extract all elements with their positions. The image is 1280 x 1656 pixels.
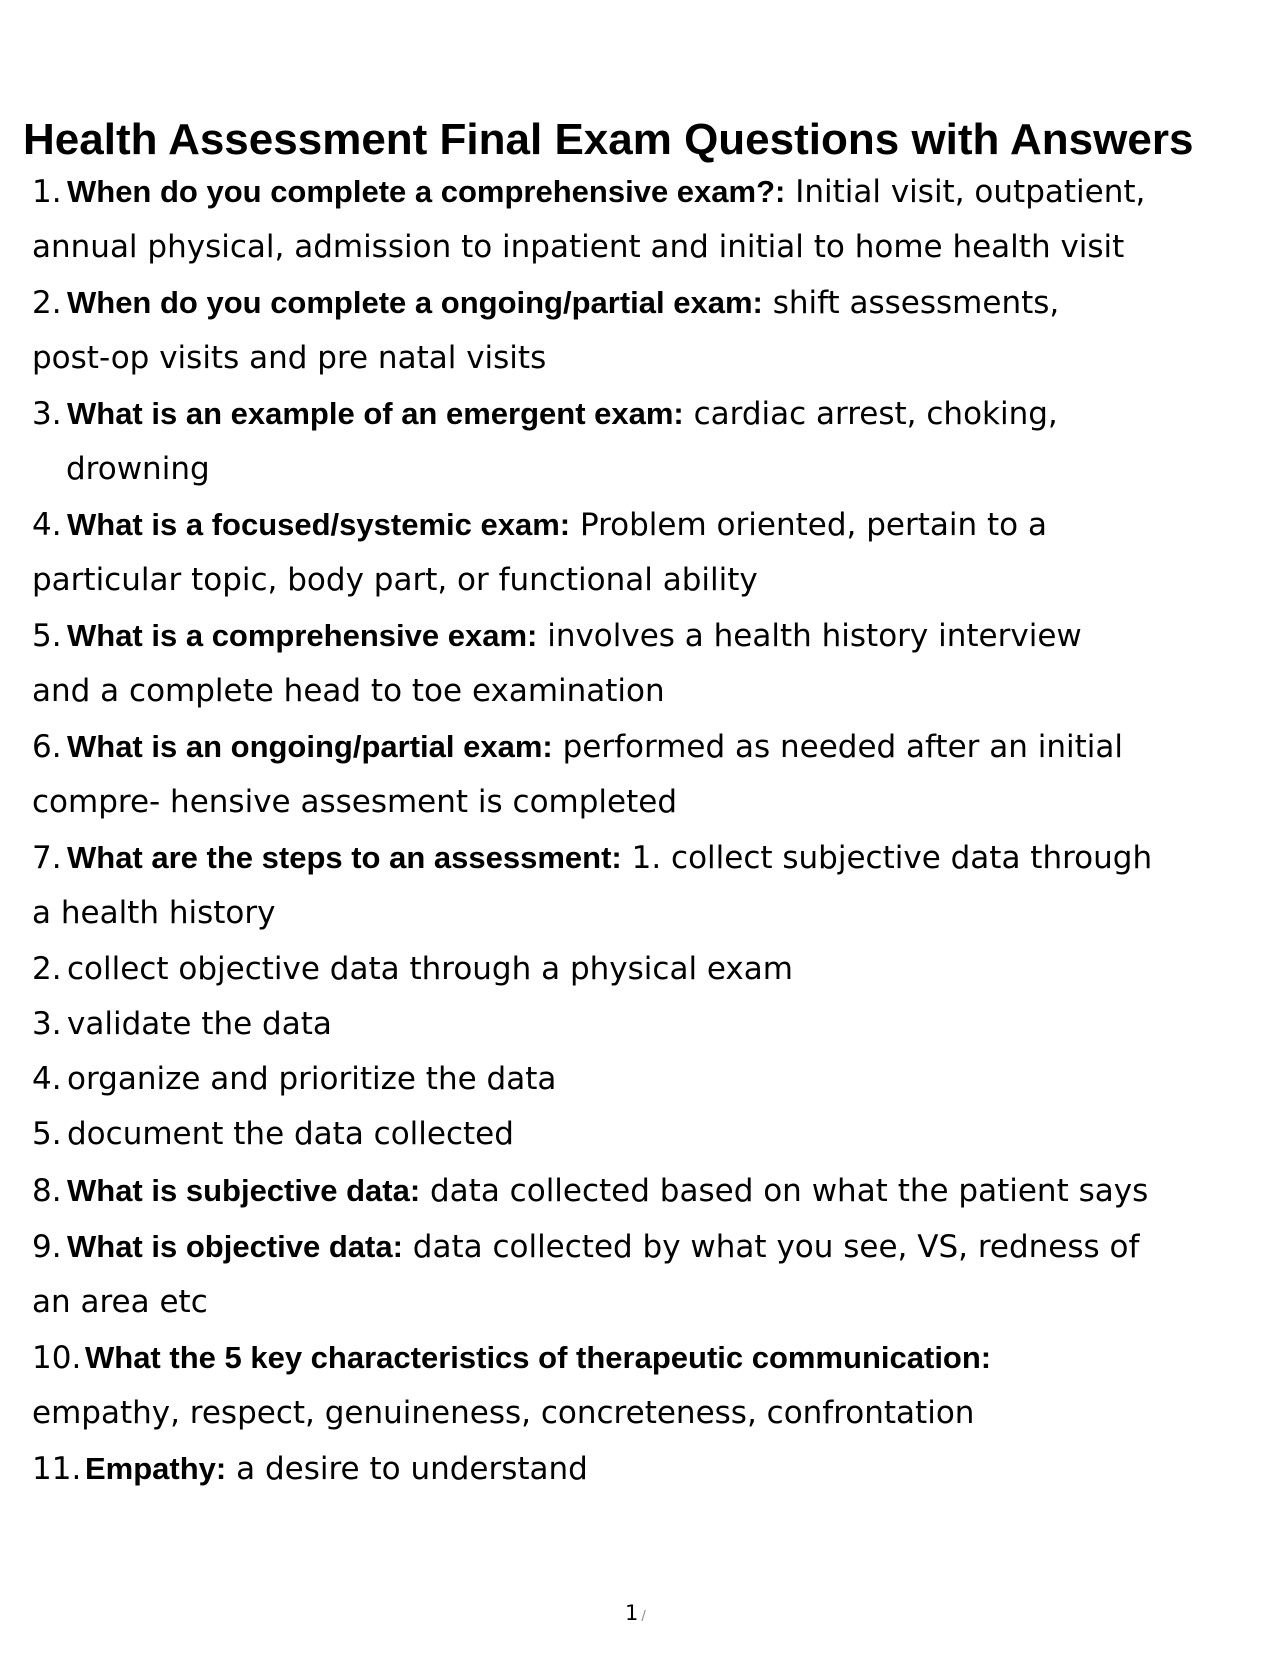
step-item: [32, 999, 332, 1049]
answer-continuation: a health history: [32, 895, 276, 931]
item-number: 1.: [32, 174, 62, 210]
step-text: validate the data: [67, 1006, 332, 1042]
item-number: 3.: [32, 396, 62, 432]
question-text: What is an ongoing/partial exam:: [67, 729, 553, 764]
answer-text: Initial visit, outpatient,: [795, 174, 1146, 210]
step-number: 2.: [32, 951, 62, 987]
list-item: [32, 167, 1145, 217]
step-item: [32, 944, 793, 994]
list-item: [32, 1444, 588, 1494]
answer-text: data collected based on what the patient says: [430, 1173, 1149, 1209]
answer-continuation: drowning: [66, 451, 210, 487]
answer-text: a desire to understand: [236, 1451, 588, 1487]
list-item: [32, 1333, 991, 1383]
step-number: 5.: [32, 1116, 62, 1152]
step-item: [32, 1054, 556, 1104]
step-text: collect objective data through a physical exam: [67, 951, 793, 987]
question-text: What are the steps to an assessment:: [67, 840, 622, 875]
step-text: organize and prioritize the data: [67, 1061, 557, 1097]
answer-continuation: an area etc: [32, 1284, 208, 1320]
answer-text: involves a health history interview: [547, 618, 1082, 654]
question-text: What is a comprehensive exam:: [67, 618, 538, 653]
item-number: 2.: [32, 285, 62, 321]
question-text: What the 5 key characteristics of therapeutic communication:: [85, 1340, 992, 1375]
question-text: When do you complete a ongoing/partial exam:: [67, 285, 763, 320]
question-text: What is a focused/systemic exam:: [67, 507, 571, 542]
answer-continuation: particular topic, body part, or functional ability: [32, 562, 758, 598]
answer-continuation: compre- hensive assesment is completed: [32, 784, 678, 820]
step-number: 3.: [32, 1006, 62, 1042]
step-text: document the data collected: [67, 1116, 514, 1152]
answer-text: 1. collect subjective data through: [631, 840, 1153, 876]
item-number: 6.: [32, 729, 62, 765]
step-number: 4.: [32, 1061, 62, 1097]
list-item: [32, 1166, 1148, 1216]
question-text: When do you complete a comprehensive exam?:: [67, 174, 786, 209]
page-footer: [625, 1598, 646, 1632]
list-item: [32, 278, 1059, 328]
answer-text: Problem oriented, pertain to a: [579, 507, 1047, 543]
question-text: Empathy:: [85, 1451, 227, 1486]
list-item: [32, 389, 1058, 439]
answer-text: performed as needed after an initial: [562, 729, 1123, 765]
question-text: What is objective data:: [67, 1229, 403, 1264]
answer-text: cardiac arrest, choking,: [693, 396, 1058, 432]
answer-continuation: annual physical, admission to inpatient and initial to home health visit: [32, 229, 1125, 265]
item-number: 4.: [32, 507, 62, 543]
item-number: 5.: [32, 618, 62, 654]
list-item: [32, 722, 1123, 772]
page-number: 1: [625, 1601, 639, 1625]
question-text: What is subjective data:: [67, 1173, 421, 1208]
item-number: 11.: [32, 1451, 82, 1487]
list-item: [32, 500, 1047, 550]
list-item: [32, 1222, 1139, 1272]
list-item: [32, 611, 1082, 661]
list-item: [32, 833, 1152, 883]
page-title: Health Assessment Final Exam Questions with Answers: [23, 115, 1194, 164]
page-separator: /: [641, 1609, 646, 1624]
answer-text: data collected by what you see, VS, redness of: [412, 1229, 1140, 1265]
question-text: What is an example of an emergent exam:: [67, 396, 684, 431]
answer-continuation: and a complete head to toe examination: [32, 673, 665, 709]
answer-continuation: post-op visits and pre natal visits: [32, 340, 547, 376]
answer-text: shift assessments,: [772, 285, 1060, 321]
item-number: 10.: [32, 1340, 82, 1376]
item-number: 7.: [32, 840, 62, 876]
item-number: 8.: [32, 1173, 62, 1209]
step-item: [32, 1109, 514, 1159]
item-number: 9.: [32, 1229, 62, 1265]
answer-continuation: empathy, respect, genuineness, concreteness, confrontation: [32, 1395, 975, 1431]
